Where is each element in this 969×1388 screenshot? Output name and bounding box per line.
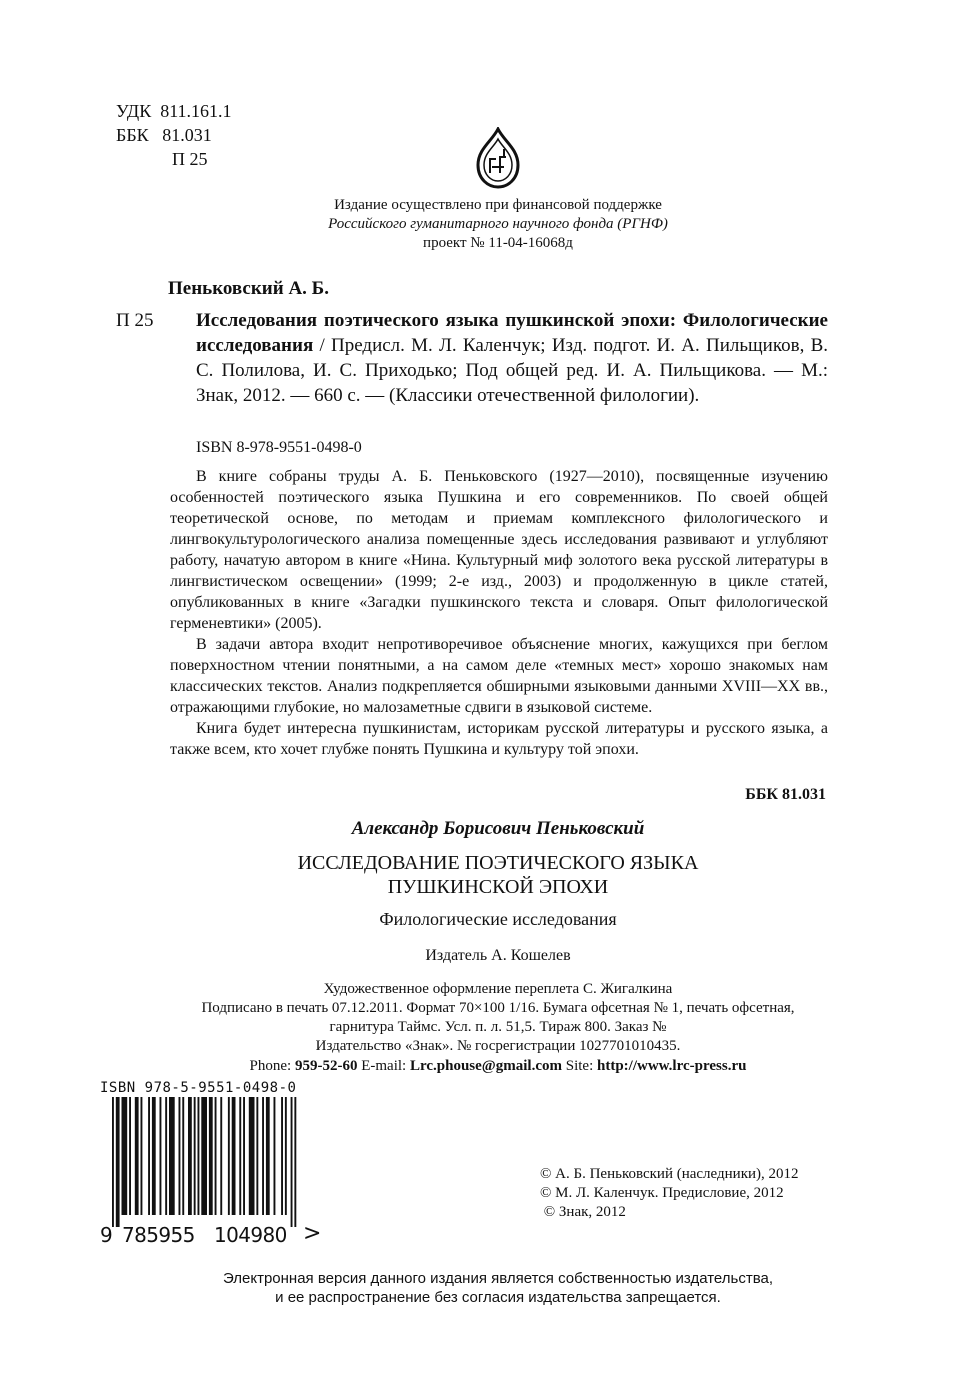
imprint-subtitle: Филологические исследования: [379, 909, 617, 929]
barcode-bar: [165, 1097, 167, 1215]
barcode-bar: [194, 1097, 196, 1215]
notice-line2: и ее распространение без согласия издательства запрещается.: [275, 1289, 721, 1306]
barcode-bar: [201, 1097, 207, 1215]
barcode-digits-left: 785955: [122, 1223, 195, 1247]
catalog-mark: П 25: [116, 310, 154, 331]
imprint-design: Художественное оформление переплета С. Жигалкина: [323, 981, 673, 997]
notice-line1: Электронная версия данного издания является собственностью издательства,: [222, 1270, 774, 1287]
barcode-bar: [116, 1097, 120, 1227]
barcode-bar: [141, 1097, 143, 1215]
barcode-bar: [135, 1097, 139, 1215]
author-heading: Пеньковский А. Б.: [168, 278, 329, 299]
imprint-contacts: [150, 1057, 846, 1076]
barcode-bar: [239, 1097, 241, 1215]
bbk-label: ББК: [116, 125, 149, 145]
site-value: http://www.lrc-press.ru: [597, 1058, 747, 1074]
annotation-paragraph-2: В задачи автора входит непротиворечивое объяснение многих, кажущихся при беглом поверхностном чтении понятными, а на самом деле «темных мест» хорошо знакомых нам классических текстов. Анализ подкрепляется обширными языковыми данными XVIII—XX вв., отражающими глубокие, но малозаметные сдвиги в языковой системе.: [170, 636, 828, 716]
imprint-title-line2: ПУШКИНСКОЙ ЭПОХИ: [387, 876, 609, 898]
barcode-bar: [179, 1097, 181, 1215]
barcode-bar: [215, 1097, 217, 1215]
funding-line2: Российского гуманитарного научного фонда (РГНФ): [328, 216, 668, 232]
rgnf-logo-icon: [474, 127, 522, 189]
barcode-bar: [188, 1097, 192, 1215]
barcode-bar: [274, 1097, 276, 1215]
annotation: [170, 466, 828, 760]
barcode-bar: [122, 1097, 128, 1215]
imprint-title-line1: ИССЛЕДОВАНИЕ ПОЭТИЧЕСКОГО ЯЗЫКА: [297, 852, 699, 874]
barcode-bar: [266, 1097, 270, 1215]
barcode-bar: [232, 1097, 236, 1215]
barcode-bar: [148, 1097, 150, 1215]
book-description: / Предисл. М. Л. Каленчук; Изд. подгот. И. А. Пильщиков, В. С. Полилова, И. С. Приходько; Под общей ред. И. А. Пильщикова. — М.: Знак, 2012. — 660 с. — (Классики отечественной филологии).: [196, 335, 828, 406]
barcode-isbn-text: ISBN 978-5-9551-0498-0: [100, 1080, 297, 1096]
barcode-bar: [209, 1097, 213, 1215]
isbn-line: ISBN 8-978-9551-0498-0: [196, 439, 362, 456]
phone-label: Phone:: [249, 1058, 295, 1074]
barcode-bar: [129, 1097, 131, 1215]
copyright-1: © А. Б. Пеньковский (наследники), 2012: [540, 1166, 799, 1182]
imprint-print-line3: Издательство «Знак». № госрегистрации 1027701010435.: [315, 1038, 681, 1054]
barcode-bar: [228, 1097, 230, 1215]
barcode-graphic: [112, 1097, 300, 1227]
barcode-bars: [112, 1097, 300, 1227]
barcode-bar: [291, 1097, 293, 1227]
bbk-line: [116, 124, 212, 146]
author-mark: П 25: [172, 149, 208, 169]
annotation-paragraph-1: В книге собраны труды А. Б. Пеньковского (1927—2010), посвященные изучению особенностей поэтического языка Пушкина и его современников. По своей общей теоретической основе, по методам и приемам комплексного филологического и лингвокультурологического анализа помещенные здесь исследования развивают и углубляют работу, начатую автором в книге «Нина. Культурный миф золотого века русской литературы в лингвистическом освещении» (1999; 2-е изд., 2003) и продолженную в цикле статей, опубликованных в книге «Загадки пушкинского текста и словаря. Опыт филологической герменевтики» (2005).: [170, 468, 828, 632]
barcode-bar: [294, 1097, 296, 1227]
bbk-value: 81.031: [162, 125, 212, 145]
phone-value: 959-52-60: [294, 1058, 358, 1074]
barcode-bar: [220, 1097, 222, 1215]
barcode-bar: [285, 1097, 287, 1215]
author-full: Александр Борисович Пеньковский: [351, 818, 645, 839]
barcode-bar: [198, 1097, 200, 1215]
barcode-bar: [112, 1097, 114, 1227]
barcode-digits-right: 104980: [214, 1223, 287, 1247]
udk-line: [116, 100, 232, 122]
email-label: E-mail:: [357, 1058, 410, 1074]
barcode-bar: [243, 1097, 245, 1215]
site-label: Site:: [561, 1058, 597, 1074]
barcode-bar: [152, 1097, 156, 1215]
funding-line3: проект № 11-04-16068д: [423, 235, 573, 251]
barcode-bar: [160, 1097, 162, 1215]
email-value: Lrc.phouse@gmail.com: [409, 1058, 562, 1074]
book-title: Исследования поэтического языка пушкинской эпохи: Филологические исследования: [196, 310, 828, 356]
annotation-paragraph-3: Книга будет интересна пушкинистам, историкам русской литературы и русского языка, а также всем, кто хочет глубже понять Пушкина и культуру той эпохи.: [170, 720, 828, 758]
imprint-print-line1: Подписано в печать 07.12.2011. Формат 70×100 1/16. Бумага офсетная № 1, печать офсетная,: [201, 1000, 795, 1016]
udk-label: УДК: [116, 101, 152, 121]
barcode-bar: [262, 1097, 264, 1215]
barcode-bar: [256, 1097, 258, 1215]
copyright-2: © М. Л. Каленчук. Предисловие, 2012: [540, 1185, 784, 1201]
barcode-bar: [169, 1097, 175, 1215]
barcode-bar: [182, 1097, 184, 1215]
barcode-arrow: >: [303, 1221, 322, 1246]
bbk-footer: ББК 81.031: [745, 786, 826, 803]
udk-value: 811.161.1: [160, 101, 232, 121]
imprint-print-line2: гарнитура Таймс. Усл. п. л. 51,5. Тираж 800. Заказ №: [329, 1019, 667, 1035]
barcode-bar: [249, 1097, 255, 1215]
copyright-3: © Знак, 2012: [540, 1204, 626, 1220]
funding-line1: Издание осуществлено при финансовой поддержке: [334, 197, 662, 213]
barcode-bar: [281, 1097, 283, 1215]
imprint-publisher: Издатель А. Кошелев: [425, 947, 571, 964]
catalog-entry: [196, 308, 828, 408]
barcode-digit-first: 9: [100, 1223, 113, 1247]
